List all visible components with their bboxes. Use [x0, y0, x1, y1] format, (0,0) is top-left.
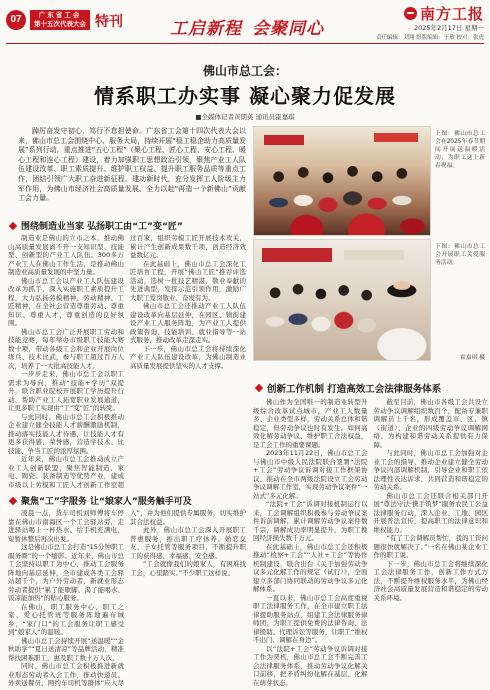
slogan-part-2: 会聚同心	[252, 19, 324, 39]
section-2-paragraph: 这是佛山市总工会打造“15分钟职工服务圈”的一个缩影。近年来，佛山市总工会坚持以职工为中心，推动工会服务阵地向基层延伸，全市建成各类工会驿站超千个，为户外劳动者、新就业形态劳动者提供“累了能歇脚、渴了能喝水、饭凉能加热”的贴心服务。	[8, 543, 124, 602]
section-1-heading	[10, 219, 183, 232]
section-3-paragraph: 一直以来，佛山市总工会高度重视职工法律服务工作，在全市建立职工法律援助服务站点，组建工会法律服务律师团，为职工提供免费的法律咨询、法律援助、代理诉讼等服务，让职工“维权不出门、调解在身边”。	[253, 593, 368, 644]
section-1-paragraph: 制造业是佛山的立市之本，推动佛山高质量发展离不开一支知识型、技能型、创新型的产业工人队伍。300多万产业工人在佛山工作生活，是推动佛山制造业高质量发展的中坚力量。	[8, 234, 124, 276]
article-headline: 情系职工办实事 凝心聚力促发展	[94, 84, 396, 108]
top-photo-caption: 上图：佛山市总工会在2025年春节期间开展送温暖活动，为职工送上新春祝福。	[435, 131, 485, 169]
top-photo	[253, 126, 431, 236]
section-1-body	[8, 234, 246, 489]
section-3-paragraph: 佛山市总工会还联合相关部门开展“尊法守法·携手筑梦”服务农民工公益法律服务行动，深入企业、工地、园区开展普法宣传，提高职工的法律意识和维权能力。	[373, 491, 488, 534]
section-marker-icon	[9, 221, 17, 229]
section-3-body	[253, 398, 488, 688]
section-3-heading-text: 创新工作机制 打造高效工会法律服务体系	[267, 384, 442, 395]
issue-date: 2025年2月17日 星期一	[413, 24, 484, 32]
section-1-heading-text: 围绕制造业当家 弘扬职工由“工”变“匠”	[21, 222, 183, 232]
section-2-paragraph: 佛山市总工会持续开展“送温暖”“金秋助学”“夏日送清凉”等品牌活动，精准帮扶困难职工，惠及职工数十万人次。	[8, 636, 124, 662]
section-1-paragraph: 佛山市总工会以产业工人队伍建设改革为抓手，深入实施职工素质提升工程，大力弘扬劳模精神、劳动精神、工匠精神，在全社会营造尊重劳动、尊重知识、尊重人才、尊重创造的良好氛围。	[8, 276, 124, 327]
congress-label-line2: 第十五次代表大会	[34, 20, 86, 28]
section-1-paragraph: 佛山市总工会广泛开展职工劳动和技能竞赛，每年举办市级职工技能大赛数十项，带动各级工会和企业开展岗位练兵、技术比武，参与职工超过百万人次，培养了一大批高技能人才。	[8, 327, 124, 370]
article-byline: ■全媒体记者黄朗英 通讯员霍嘉琪	[195, 113, 295, 121]
section-3-paragraph: 2023年11月22日，佛山市总工会与佛山市中级人民法院联合签署“法院+工会”劳动争议诉调对接工作框架协议，推动在全市两级法院设立工会劳动争议调解工作室，实现劳动争议案件“一站式”多元化解。	[253, 449, 368, 500]
bottom-photo-caption: 下图：佛山市总工会开展职工关爱服务活动。	[435, 244, 485, 266]
section-2-heading-text: 聚焦“工”字服务 让“娘家人”服务触手可及	[21, 497, 192, 507]
section-marker-icon	[255, 384, 263, 392]
section-2-paragraph: 在佛山，职工服务中心、职工之家、爱心托管班等服务阵地遍布城乡，“家门口”的工会服务让职工感受到“娘家人”的温暖。	[8, 602, 124, 636]
newspaper-name: 南方工报	[419, 5, 484, 23]
special-issue-label: 特刊	[95, 14, 123, 30]
section-3-paragraph: “有了工会调解员帮忙，我的工资问题很快就解决了。”一名在佛山某企业工作的职工说。	[373, 534, 488, 559]
section-1-paragraph: 一步步走来，佛山市总工会以职工需求为导向，推动“技能+学历”双提升，联合职业院校开展职工学历提升行动，帮助产业工人拓宽职业发展通道，让更多职工实现由“工”变“匠”的转变。	[8, 370, 124, 412]
section-3-paragraph: 以“法院+工会”劳动争议诉调对接工作为契机，佛山市总工会不断完善工会法律服务体系，推动劳动争议化解关口前移，把矛盾纠纷化解在基层、化解在萌芽状态。	[253, 644, 368, 687]
section-1-paragraph: 近年来，佛山市总工会推动成立产业工人创新联盟，聚焦智能制造、家电、陶瓷、装备制造等优势产业，建成市级以上劳模和工匠人才创新工作室超过百家，组织劳模工匠开展技术攻关，累计产生创新成果数千项，创造经济效益数亿元。	[8, 234, 246, 489]
section-2-paragraph: 凌晨一点，货车司机刘师傅将车停靠在佛山市南海区一个工会驿站旁，走进驿站喝上一杯热水、给手机充满电，短暂休整后再次出发。	[8, 509, 124, 543]
bottom-photo	[253, 239, 431, 361]
article-kicker: 佛山市总工会：	[202, 64, 287, 78]
section-1-paragraph: 在此基础上，佛山市总工会深化工匠培育工程，开展“佛山工匠”推荐评选活动，选树一批技艺精湛、敬业奉献的先进典型，发挥示范引领作用，激励广大职工爱岗敬业、奋发有为。	[130, 259, 246, 302]
slogan-part-1: 工启新程	[170, 19, 242, 39]
section-1-paragraph: 佛山市总工会还推动产业工人队伍建设改革向基层延伸，在园区、镇街建设产业工人服务阵地，为产业工人提供政策咨询、技能培训、就业指导等一站式服务，推动改革走深走实。	[130, 302, 246, 344]
section-3-paragraph: 与此同时，佛山市总工会加强对企业工会的指导，推动企业建立健全劳动争议内部调解机制，引导企业和职工依法理性表达诉求，共同营造和谐稳定的劳动关系。	[373, 449, 488, 491]
special-issue-slogan	[170, 14, 324, 39]
section-2-paragraph: “工会就像我们的娘家人，有困难找工会，心里踏实。”不少职工这样说。	[130, 560, 246, 577]
section-3-paragraph: 在此基础上，佛山市总工会还积极推动“检察+工会”“人社+工会”等协作机制建设，联合出台《关于加强劳动争议多元化解工作的规定（试行）》，全面建立多部门协同联动的劳动争议多元化解体系。	[253, 542, 368, 593]
congress-label-line1: 广东省工会	[38, 11, 82, 19]
newspaper-masthead	[404, 3, 484, 24]
section-1-paragraph: 下一步，佛山市总工会将持续深化产业工人队伍建设改革，为佛山制造业高质量发展提供坚实的人才支撑。	[130, 344, 246, 370]
newspaper-logo-icon	[404, 7, 417, 20]
section-3-heading	[256, 381, 441, 395]
article-lead: 踔厉奋发守初心，笃行不怠担使命。广东省工会第十四次代表大会以来，佛山市总工会围绕中心、服务大局，持续开展“稳工稳企助力高质量发展”系列行动，重点推进“五心工程”（聚心工程、匠心工程、安心工程、暖心工程和连心工程）建设，着力加强职工思想政治引领，聚焦产业工人队伍建设改革、职工素质提升、维护职工权益、提升职工服务品质等重点工作，团结引领广大职工奋进新征程、建功新时代，充分发挥工人阶级主力军作用，为佛山市经济社会高质量发展、全力以赴“再造一个新佛山”贡献工会力量。	[18, 127, 246, 203]
section-2-paragraph: 此外，佛山市总工会深入开展职工普惠服务，推出职工疗休养、婚恋交友、子女托管等服务项目，不断提升职工的获得感、幸福感、安全感。	[130, 526, 246, 560]
section-3-paragraph: “法院+工会”诉调对接机制运行以来，工会调解组织积极参与劳动争议案件诉前调解，累计调解劳动争议案件数千宗，调解成功率明显提升，为职工挽回经济损失数千万元。	[253, 500, 368, 542]
section-3-paragraph: 截至目前，佛山市各级工会共设立劳动争议调解组织数百个，配备专兼职调解员上千名，形成覆盖市、区、镇（街道）、企业的四级劳动争议调解网络，为构建和谐劳动关系提供有力保障。	[373, 398, 488, 449]
editor-credits: 责任编辑：刘翔 组版编辑：王敏 校对：张虎	[376, 35, 484, 41]
page-number-badge: 07	[6, 10, 26, 30]
photo-credit: 霍嘉琪 摄	[459, 355, 485, 361]
section-marker-icon	[9, 496, 17, 504]
header-divider	[6, 43, 484, 44]
section-2-paragraph: 同时，佛山市总工会积极推进新就业形态劳动者入会工作，推动快递员、外卖送餐员、网约车司机等群体“应入尽入”，并为他们提供专属服务，切实维护其合法权益。	[8, 509, 246, 687]
section-3-paragraph: 下一步，佛山市总工会将继续深化工会法律服务工作，创新工作方式方法，不断提升维权服务水平，为佛山经济社会高质量发展营造和谐稳定的劳动关系环境。	[373, 559, 488, 602]
section-2-heading	[10, 494, 192, 507]
section-1-paragraph: 与此同时，佛山市总工会积极推动企业建立健全技能人才薪酬激励机制，推动落实技能人才待遇，让技能人才有更多获得感、荣誉感，营造学技术、比技能、争当工匠的浓厚氛围。	[8, 412, 124, 455]
section-2-body	[8, 509, 246, 688]
congress-label	[30, 10, 90, 30]
section-3-paragraph: 佛山作为全国唯一的制造业转型升级综合改革试点城市，产业工人数量多、企业类型多样，劳动关系总体和谐稳定，但劳动争议也时有发生。如何高效化解劳动争议、维护职工合法权益，是工会工作的重要课题。	[253, 398, 368, 449]
